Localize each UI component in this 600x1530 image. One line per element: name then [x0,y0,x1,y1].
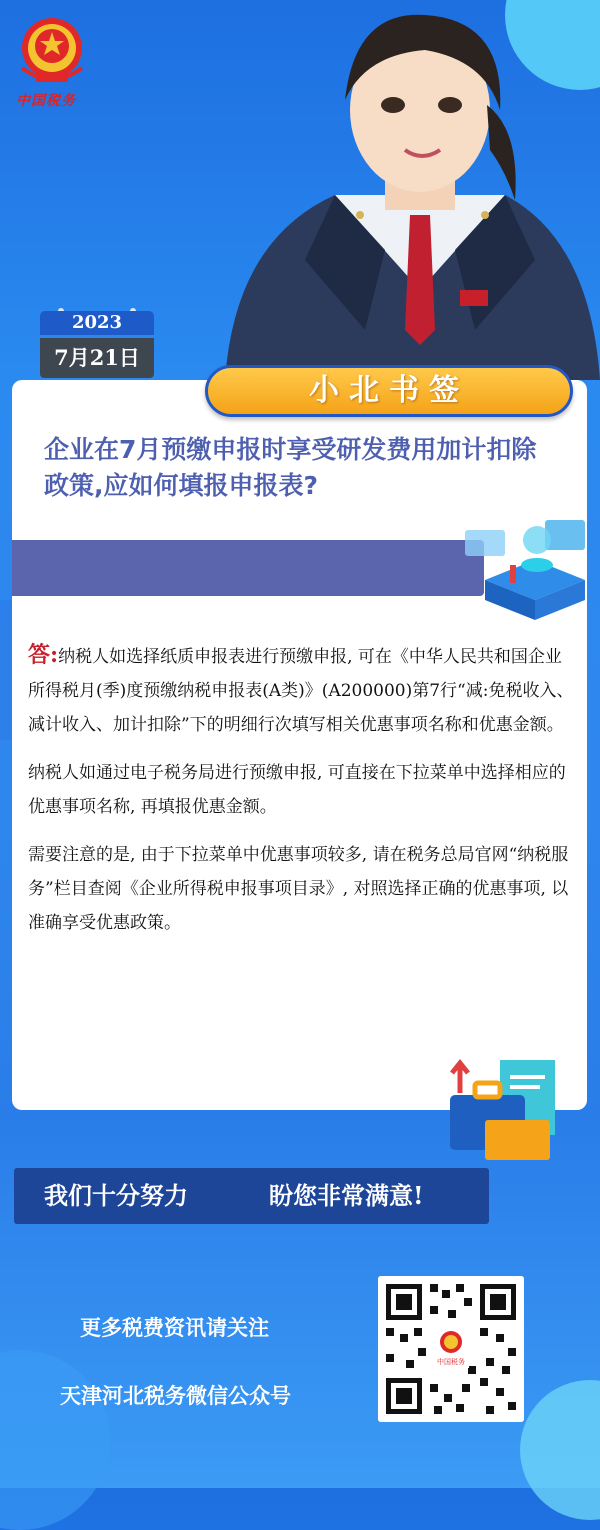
follow-prompt: 更多税费资讯请关注 [80,1315,269,1340]
qr-code[interactable] [378,1276,524,1422]
bg-circle-bottom-right [520,1380,600,1520]
date-badge [40,308,154,376]
bg-circle-bottom-left [0,1350,110,1530]
question-heading: 企业在7月预缴申报时享受研发费用加计扣除政策,应如何填报申报表? [44,435,537,500]
slogan-banner [14,1168,489,1224]
data-platform-illustration [455,510,590,620]
section-title-pill [205,365,573,417]
tax-officer-illustration [215,0,600,380]
answer-paragraph-2: 纳税人如通过电子税务局进行预缴申报, 可直接在下拉菜单中选择相应的优惠事项名称, 再填报优惠金额。 [28,763,566,817]
answer-paragraph-1 [28,638,576,742]
question-underline-bar [12,540,484,596]
account-name: 天津河北税务微信公众号 [60,1383,291,1408]
answer-paragraph-1-text: 纳税人如选择纸质申报表进行预缴申报, 可在《中华人民共和国企业所得税月(季)度预缴纳税申报表(A类)》(A200000)第7行“减:免税收入、减计收入、加计扣除”下的明细行次填写相关优惠事项名称和优惠金额。 [28,647,574,735]
qr-center-caption: 中国税务 [437,1358,465,1366]
briefcase-keyboard-illustration [440,1055,560,1165]
date-day: 7月21日 [40,338,154,378]
answer-body [28,638,576,954]
slogan-right: 盼您非常满意! [269,1181,424,1210]
date-year: 2023 [40,311,154,335]
section-title: 小北书签 [309,373,469,408]
emblem-caption: 中国税务 [16,93,76,109]
answer-paragraph-3: 需要注意的是, 由于下拉菜单中优惠事项较多, 请在税务总局官网“纳税服务”栏目查阅《企业所得税申报事项目录》, 对照选择正确的优惠事项, 以准确享受优惠政策。 [28,845,569,933]
answer-label: 答: [28,642,59,668]
slogan-left: 我们十分努力 [44,1181,188,1210]
